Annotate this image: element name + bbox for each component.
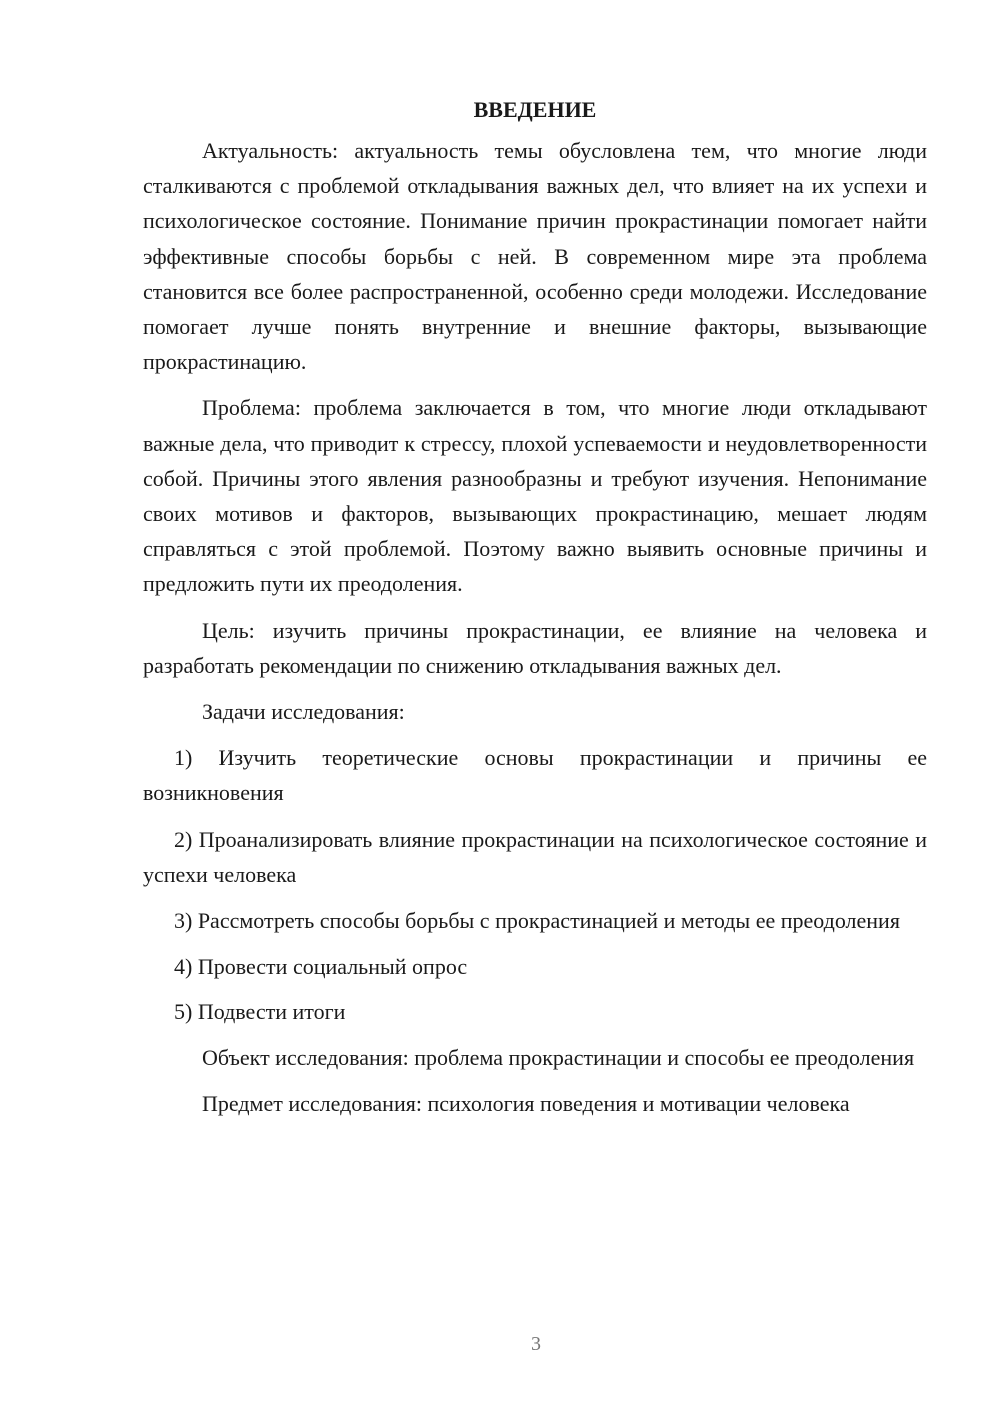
problem-paragraph: Проблема: проблема заключается в том, что многие люди откладывают важные дела, что приводит к стрессу, плохой успеваемости и неудовлетворенности собой. Причины этого явления разнообразны и требуют изучения. Непонимание своих мотивов и факторов, вызывающих прокрастинацию, мешает людям справляться с этой проблемой. Поэтому важно выявить основные причины и предложить пути их преодоления. xyxy=(143,395,927,597)
relevance-paragraph: Актуальность: актуальность темы обусловлена тем, что многие люди сталкиваются с проблемой откладывания важных дел, что влияет на их успехи и психологическое состояние. Понимание причин прокрастинации помогает найти эффективные способы борьбы с ней. В современном мире эта проблема становится все более распространенной, особенно среди молодежи. Исследование помогает лучше понять внутренние и внешние факторы, вызывающие прокрастинацию. xyxy=(143,138,927,375)
goal-paragraph: Цель: изучить причины прокрастинации, ее влияние на человека и разработать рекомендации по снижению откладывания важных дел. xyxy=(143,617,927,678)
task-item-3: 3) Рассмотреть способы борьбы с прокрастинацией и методы ее преодоления xyxy=(174,908,900,934)
task-item-1: 1) Изучить теоретические основы прокрастинации и причины ее возникновения xyxy=(143,745,927,806)
task-item-5: 5) Подвести итоги xyxy=(174,999,346,1025)
object-paragraph: Объект исследования: проблема прокрастинации и способы ее преодоления xyxy=(202,1044,915,1070)
subject-paragraph: Предмет исследования: психология поведения и мотивации человека xyxy=(202,1090,850,1116)
tasks-heading: Задачи исследования: xyxy=(202,699,405,725)
tasks-list xyxy=(143,740,927,1029)
page-body xyxy=(143,92,927,1132)
page-number: 3 xyxy=(531,1333,541,1355)
task-item-2: 2) Проанализировать влияние прокрастинации на психологическое состояние и успехи человека xyxy=(143,826,927,887)
task-item-4: 4) Провести социальный опрос xyxy=(174,954,468,980)
section-heading: ВВЕДЕНИЕ xyxy=(473,97,597,122)
